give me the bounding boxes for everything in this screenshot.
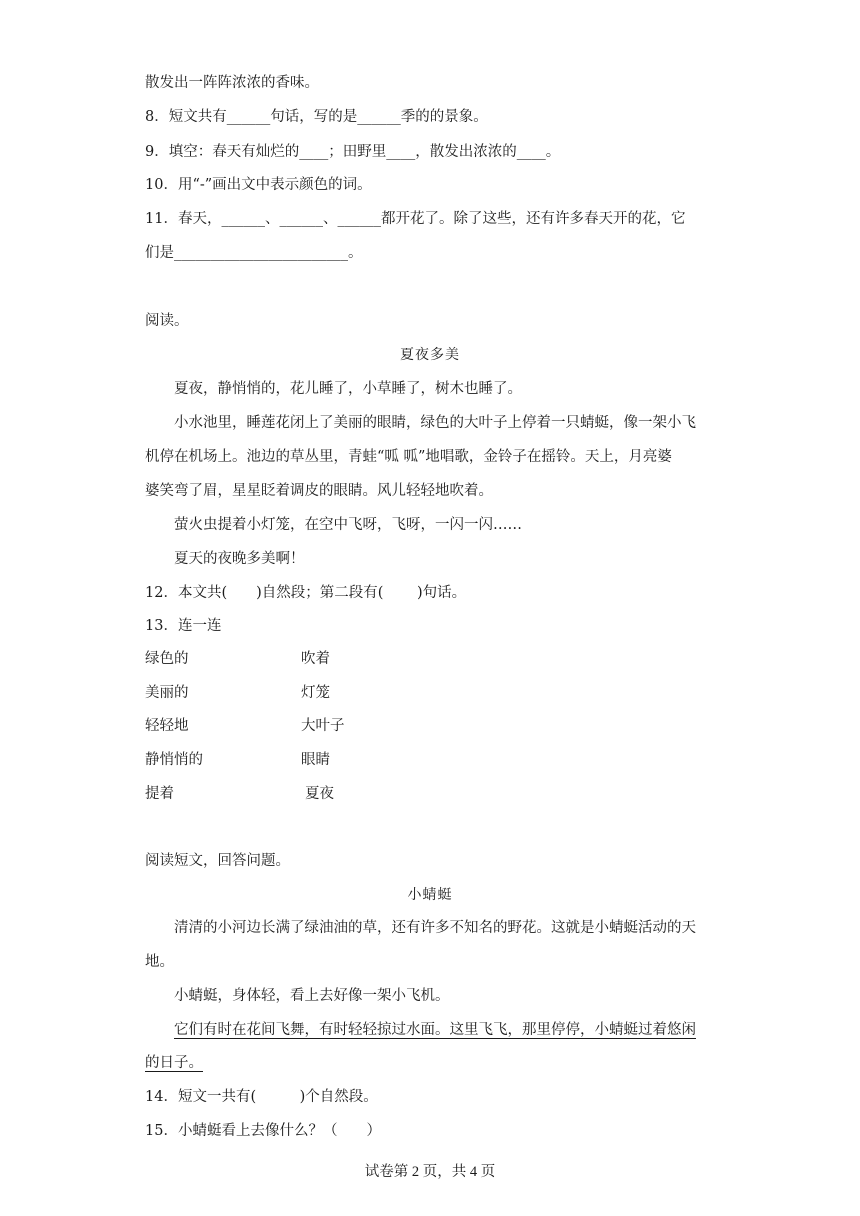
dragonfly-paragraph-3-line2: 的日子。 — [145, 1055, 203, 1071]
passage-paragraph-1: 夏夜，静悄悄的，花儿睡了，小草睡了，树木也睡了。 — [174, 381, 522, 397]
passage-title-dragonfly: 小蜻蜓 — [407, 887, 453, 903]
page-footer: 试卷第 2 页，共 4 页 — [364, 1164, 496, 1180]
passage-paragraph-4: 夏天的夜晚多美啊！ — [174, 551, 305, 567]
question-14: 14．短文一共有( )个自然段。 — [145, 1089, 378, 1105]
dragonfly-paragraph-1-line1: 清清的小河边长满了绿油油的草，还有许多不知名的野花。这就是小蜻蜓活动的天 — [174, 920, 696, 936]
match-left-item[interactable]: 绿色的 — [145, 651, 189, 667]
passage-title-summer-night: 夏夜多美 — [400, 347, 460, 363]
match-left-item[interactable]: 轻轻地 — [145, 718, 189, 734]
passage-paragraph-2-line3: 婆笑弯了眉，星星眨着调皮的眼睛。风儿轻轻地吹着。 — [145, 483, 493, 499]
passage-continuation: 散发出一阵阵浓浓的香味。 — [145, 75, 319, 91]
section-intro-reading: 阅读。 — [145, 313, 189, 329]
dragonfly-paragraph-2: 小蜻蜓，身体轻，看上去好像一架小飞机。 — [174, 988, 450, 1004]
match-right-item[interactable]: 大叶子 — [301, 718, 345, 734]
match-right-item[interactable]: 眼睛 — [301, 752, 330, 768]
passage-paragraph-3: 萤火虫提着小灯笼，在空中飞呀，飞呀，一闪一闪…… — [174, 517, 522, 533]
dragonfly-paragraph-3-line1: 它们有时在花间飞舞，有时轻轻掠过水面。这里飞飞，那里停停，小蜻蜓过着悠闲 — [174, 1022, 696, 1038]
question-13: 13．连一连 — [145, 618, 222, 634]
match-right-item[interactable]: 灯笼 — [301, 685, 330, 701]
question-11-line2: 们是________________________。 — [145, 245, 363, 261]
match-left-item[interactable]: 提着 — [145, 786, 174, 802]
match-right-item[interactable]: 吹着 — [301, 651, 330, 667]
passage-paragraph-2-line2: 机停在机场上。池边的草丛里，青蛙“呱 呱”地唱歌，金铃子在摇铃。天上，月亮婆 — [145, 449, 672, 465]
question-9: 9．填空：春天有灿烂的____；田野里____，散发出浓浓的____。 — [145, 144, 561, 160]
match-left-item[interactable]: 静悄悄的 — [145, 752, 203, 768]
section-intro-read-answer: 阅读短文，回答问题。 — [145, 853, 290, 869]
dragonfly-paragraph-1-line2: 地。 — [145, 954, 174, 970]
question-15: 15．小蜻蜓看上去像什么？（ ） — [145, 1123, 381, 1139]
question-8: 8．短文共有______句话，写的是______季的的景象。 — [145, 109, 488, 125]
match-right-item[interactable]: 夏夜 — [305, 786, 334, 802]
match-left-item[interactable]: 美丽的 — [145, 685, 189, 701]
question-12: 12．本文共( )自然段；第二段有( )句话。 — [145, 585, 467, 601]
passage-paragraph-2-line1: 小水池里，睡莲花闭上了美丽的眼睛，绿色的大叶子上停着一只蜻蜓，像一架小飞 — [174, 415, 696, 431]
question-10: 10．用“-”画出文中表示颜色的词。 — [145, 177, 372, 193]
question-11-line1: 11．春天，______、______、______都开花了。除了这些，还有许多春天开的花，它 — [145, 211, 686, 227]
